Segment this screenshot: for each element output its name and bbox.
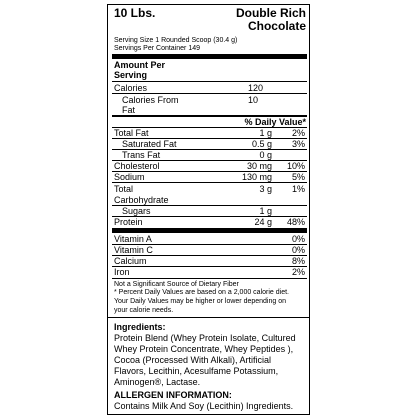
nutrient-amount: 30 mg xyxy=(246,161,272,171)
nutrient-label-2: Carbohydrate xyxy=(114,195,169,205)
divider-thick xyxy=(112,228,307,233)
flavor-line-2: Chocolate xyxy=(247,19,306,33)
ingredients-title: Ingredients: xyxy=(114,322,166,332)
net-weight: 10 Lbs. xyxy=(114,6,156,20)
calories-label: Calories xyxy=(114,83,148,93)
calories-from-fat-value: 10 xyxy=(248,95,259,105)
vitamin-label: Vitamin A xyxy=(114,234,152,244)
nutrient-label: Saturated Fat xyxy=(122,139,177,149)
divider xyxy=(112,182,307,183)
nutrient-label: Total xyxy=(114,184,134,194)
amount-per-label: Amount Per xyxy=(114,60,166,70)
nutrient-dv: 3% xyxy=(291,139,305,149)
vitamin-label: Vitamin C xyxy=(114,245,153,255)
nutrient-label: Total Fat xyxy=(114,128,149,138)
nutrient-amount: 130 mg xyxy=(241,172,272,182)
calories-from-fat-label-2: Fat xyxy=(122,105,136,115)
vitamin-label: Iron xyxy=(114,267,130,277)
ingredients-line: Protein Blend (Whey Protein Isolate, Cultured xyxy=(114,333,296,343)
nutrient-amount: 0.5 g xyxy=(251,139,272,149)
vitamin-dv: 0% xyxy=(291,245,305,255)
nutrient-amount: 1 g xyxy=(259,206,272,216)
vitamin-dv: 8% xyxy=(291,256,305,266)
vitamin-label: Calcium xyxy=(114,256,147,266)
nutrient-label: Trans Fat xyxy=(122,150,161,160)
nutrient-label: Cholesterol xyxy=(114,161,160,171)
section-divider xyxy=(108,317,309,318)
divider xyxy=(112,93,307,94)
allergen-text: Contains Milk And Soy (Lecithin) Ingredients. xyxy=(114,401,294,411)
footnote-dv-3: your calorie needs. xyxy=(114,307,174,314)
serving-label: Serving xyxy=(114,70,148,80)
nutrient-dv: 10% xyxy=(286,161,305,171)
nutrient-dv: 5% xyxy=(291,172,305,182)
nutrient-amount: 0 g xyxy=(259,150,272,160)
nutrient-amount: 3 g xyxy=(259,184,272,194)
daily-value-header: % Daily Value* xyxy=(244,117,306,127)
footnote-dv-2: Your Daily Values may be higher or lower depending on xyxy=(114,298,286,305)
nutrient-dv: 1% xyxy=(291,184,305,194)
divider xyxy=(112,278,307,279)
ingredients-line: Flavors, Lecithin, Acesulfame Potassium, xyxy=(114,366,279,376)
footnote-dv-1: * Percent Daily Values are based on a 2,000 calorie diet. xyxy=(114,289,289,296)
ingredients-line: Whey Protein Concentrate, Whey Peptides ), xyxy=(114,344,294,354)
nutrient-amount: 1 g xyxy=(259,128,272,138)
ingredients-line: Cocoa (Processed With Alkali), Artificial xyxy=(114,355,272,365)
serving-size: Serving Size 1 Rounded Scoop (30.4 g) xyxy=(114,37,238,44)
vitamin-dv: 0% xyxy=(291,234,305,244)
ingredients-line: Aminogen®, Lactase. xyxy=(114,377,201,387)
footnote-fiber: Not a Significant Source of Dietary Fiber xyxy=(114,281,239,288)
divider-thick xyxy=(112,54,307,59)
nutrient-dv: 48% xyxy=(286,217,305,227)
vitamin-dv: 2% xyxy=(291,267,305,277)
nutrient-label: Sodium xyxy=(114,172,145,182)
calories-value: 120 xyxy=(248,83,264,93)
nutrient-label: Sugars xyxy=(122,206,151,216)
calories-from-fat-label: Calories From xyxy=(122,95,179,105)
servings-per-container: Servings Per Container 149 xyxy=(114,45,200,52)
allergen-title: ALLERGEN INFORMATION: xyxy=(114,390,232,400)
nutrient-dv: 2% xyxy=(291,128,305,138)
flavor-line-1: Double Rich xyxy=(235,6,306,20)
nutrient-label: Protein xyxy=(114,217,143,227)
divider xyxy=(112,266,307,267)
nutrient-amount: 24 g xyxy=(254,217,272,227)
divider xyxy=(112,81,307,82)
